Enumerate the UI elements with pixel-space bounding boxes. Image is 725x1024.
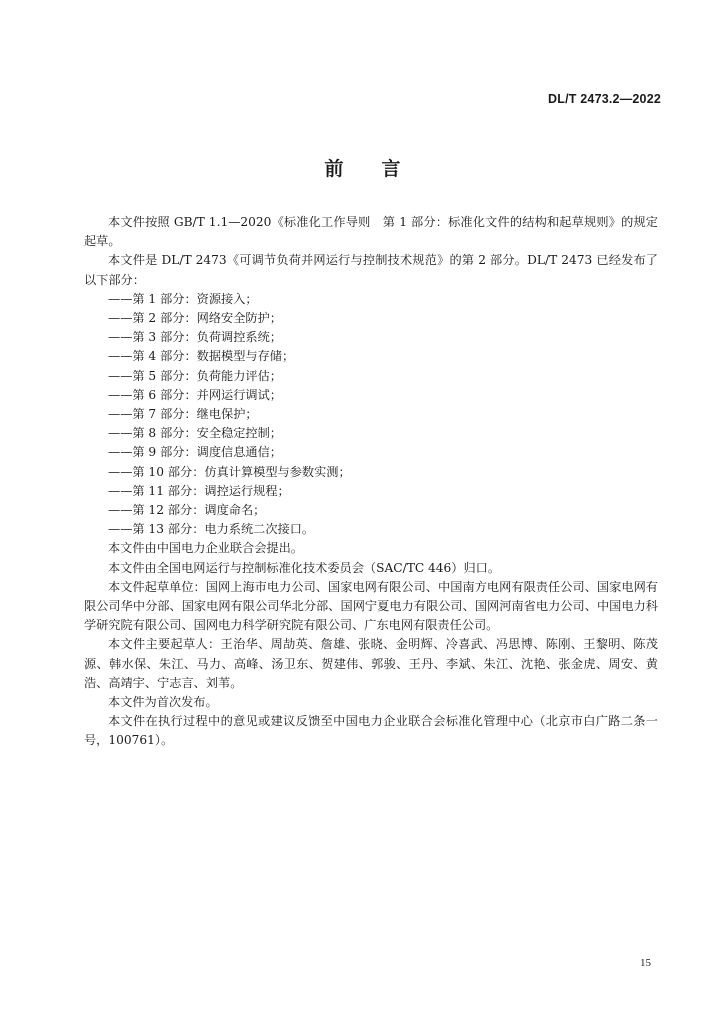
paragraph-drafting-units: 本文件起草单位：国网上海市电力公司、国家电网有限公司、中国南方电网有限责任公司、国家电网有限公司华中分部、国家电网有限公司华北分部、国网宁夏电力有限公司、国网河南省电力公司、中国电力科学研究院有限公司、国网电力科学研究院有限公司、广东电网有限责任公司。 — [84, 579, 658, 633]
list-item: ——第 1 部分：资源接入； — [108, 291, 258, 306]
list-item: ——第 2 部分：网络安全防护； — [108, 311, 282, 326]
foreword-body — [84, 213, 658, 751]
list-item: ——第 13 部分：电力系统二次接口。 — [108, 522, 315, 537]
page-title — [0, 154, 725, 181]
list-item: ——第 8 部分：安全稳定控制； — [108, 426, 282, 441]
paragraph-drafters: 本文件主要起草人：王治华、周劼英、詹雄、张晓、金明辉、冷喜武、冯思博、陈刚、王黎明、陈茂源、韩水保、朱江、马力、高峰、汤卫东、贺建伟、郭骏、王丹、李斌、朱江、沈艳、张金虎、周安、黄浩、高靖宇、宁志言、刘苇。 — [84, 637, 658, 690]
paragraph-series-intro: 本文件是 DL/T 2473《可调节负荷并网运行与控制技术规范》的第 2 部分。DL/T 2473 已经发布了以下部分： — [84, 253, 658, 287]
paragraph-committee: 本文件由全国电网运行与控制标准化技术委员会（SAC/TC 446）归口。 — [108, 560, 501, 575]
list-item: ——第 10 部分：仿真计算模型与参数实测； — [108, 464, 351, 479]
list-item: ——第 3 部分：负荷调控系统； — [108, 330, 282, 345]
page-number: 15 — [640, 957, 651, 969]
paragraph-proposer: 本文件由中国电力企业联合会提出。 — [108, 541, 303, 556]
paragraph-drafting-basis: 本文件按照 GB/T 1.1—2020《标准化工作导则 第 1 部分：标准化文件的结构和起草规则》的规定起草。 — [84, 215, 658, 249]
list-item: ——第 11 部分：调控运行规程； — [108, 483, 290, 498]
paragraph-first-release: 本文件为首次发布。 — [108, 695, 218, 710]
title-char-1: 前 — [324, 158, 344, 180]
list-item: ——第 6 部分：并网运行调试； — [108, 387, 282, 402]
standard-code: DL/T 2473.2—2022 — [548, 92, 661, 106]
list-item: ——第 4 部分：数据模型与存储； — [108, 349, 295, 364]
parts-list — [84, 290, 658, 540]
list-item: ——第 5 部分：负荷能力评估； — [108, 368, 282, 383]
list-item: ——第 12 部分：调度命名； — [108, 503, 266, 518]
list-item: ——第 9 部分：调度信息通信； — [108, 445, 282, 460]
list-item: ——第 7 部分：继电保护； — [108, 407, 258, 422]
title-char-2: 言 — [381, 158, 401, 180]
paragraph-feedback: 本文件在执行过程中的意见或建议反馈至中国电力企业联合会标准化管理中心（北京市白广路二条一号，100761）。 — [84, 714, 658, 748]
